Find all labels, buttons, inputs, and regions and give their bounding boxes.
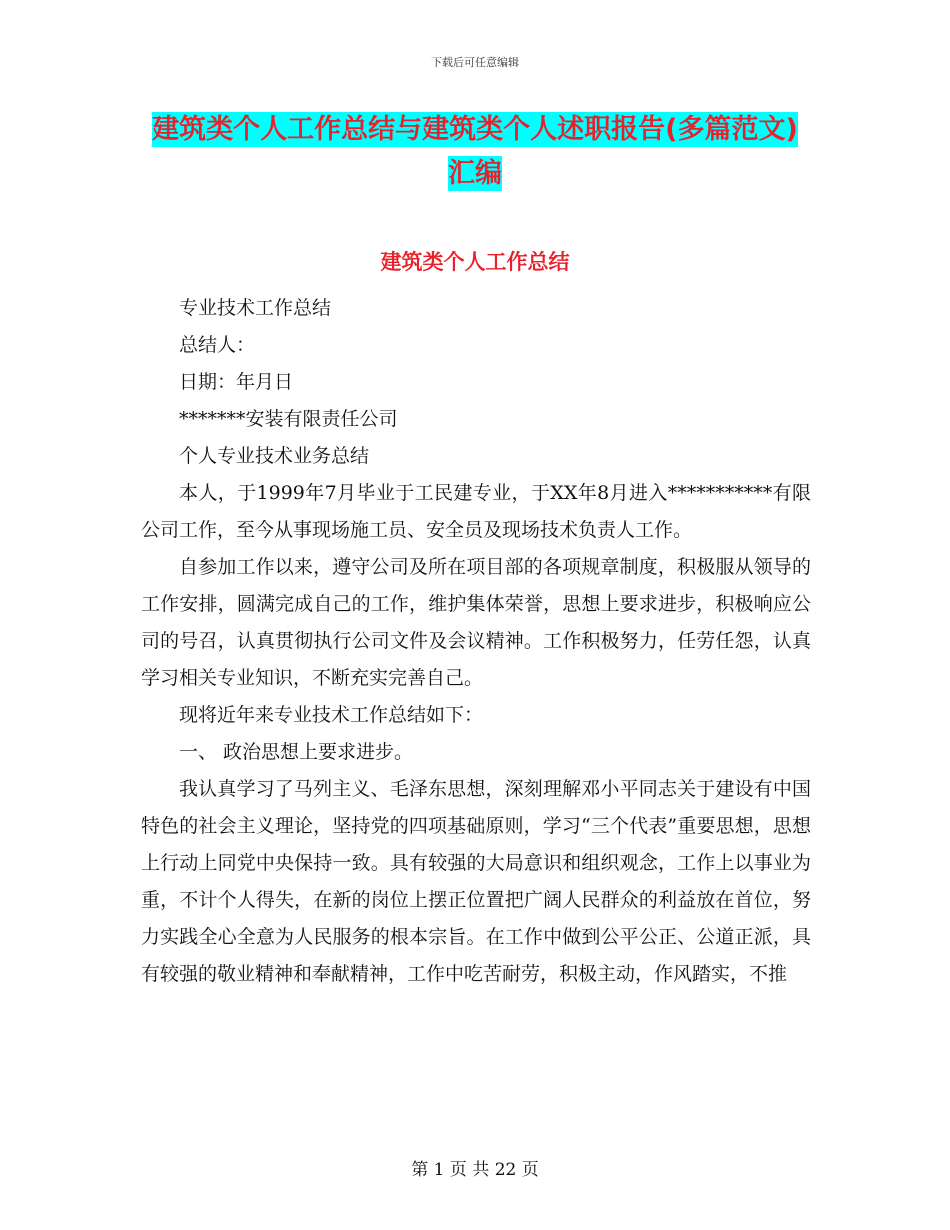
section-title: 建筑类个人工作总结 bbox=[380, 250, 570, 274]
header-note: 下载后可任意编辑 bbox=[431, 56, 519, 69]
document-title bbox=[140, 108, 810, 196]
paragraph: 个人专业技术业务总结 bbox=[179, 445, 370, 467]
paragraph: 我认真学习了马列主义、毛泽东思想，深刻理解邓小平同志关于建设有中国特色的社会主义理论，坚持党的四项基础原则，学习“三个代表”重要思想，思想上行动上同党中央保持一致。具有较强的大局意识和组织观念，工作上以事业为重，不计个人得失，在新的岗位上摆正位置把广阔人民群众的利益放在首位，努力实践全心全意为人民服务的根本宗旨。在工作中做到公平公正、公道正派，具有较强的敬业精神和奉献精神，工作中吃苦耐劳，积极主动，作风踏实，不推 bbox=[141, 778, 811, 985]
paragraph: 日期：年月日 bbox=[179, 371, 294, 393]
paragraph: 总结人： bbox=[179, 334, 256, 356]
page-footer: 第 1 页 共 22 页 bbox=[411, 1160, 539, 1180]
paragraph: 现将近年来专业技术工作总结如下： bbox=[179, 704, 484, 726]
document-body bbox=[141, 290, 811, 993]
paragraph: *******安装有限责任公司 bbox=[179, 408, 398, 430]
paragraph: 专业技术工作总结 bbox=[179, 297, 332, 319]
paragraph: 自参加工作以来，遵守公司及所在项目部的各项规章制度，积极服从领导的工作安排，圆满完成自己的工作，维护集体荣誉，思想上要求进步，积极响应公司的号召，认真贯彻执行公司文件及会议精神。工作积极努力，任劳任怨，认真学习相关专业知识，不断充实完善自己。 bbox=[141, 556, 811, 689]
paragraph: 本人，于1999年7月毕业于工民建专业，于XX年8月进入***********有限公司工作，至今从事现场施工员、安全员及现场技术负责人工作。 bbox=[141, 482, 811, 541]
paragraph: 一、 政治思想上要求进步。 bbox=[179, 741, 414, 763]
document-title-text: 建筑类个人工作总结与建筑类个人述职报告(多篇范文)汇编 bbox=[152, 114, 798, 189]
